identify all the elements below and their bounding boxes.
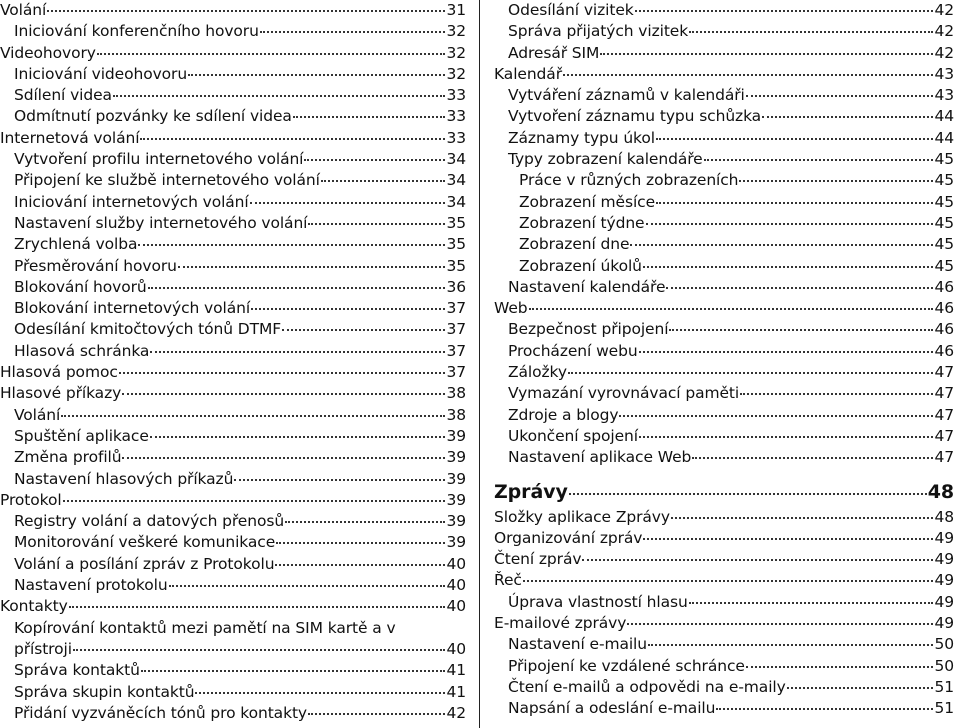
toc-page-number: 40 (446, 597, 466, 616)
toc-page-number: 48 (934, 507, 954, 526)
toc-page-number: 33 (446, 86, 466, 105)
toc-page-number: 47 (934, 405, 954, 424)
toc-page-number: 43 (934, 64, 954, 83)
toc-entry[interactable] (494, 128, 954, 149)
toc-entry-label: Zobrazení týdne (519, 213, 645, 232)
toc-entry[interactable] (494, 447, 954, 468)
toc-page-number: 32 (446, 43, 466, 62)
dot-leader (787, 687, 934, 689)
toc-entry[interactable] (0, 575, 466, 596)
toc-entry-label: Zprávy (494, 480, 568, 503)
toc-page-number: 45 (934, 256, 954, 275)
toc-entry[interactable] (0, 277, 466, 298)
toc-entry[interactable] (494, 592, 954, 613)
toc-entry-label: Blokování internetových volání (14, 299, 251, 318)
dot-leader (656, 202, 933, 204)
toc-entry-label: Správa kontaktů (14, 661, 140, 680)
dot-leader (692, 457, 933, 459)
toc-entry[interactable] (494, 85, 954, 106)
dot-leader (150, 436, 446, 438)
dot-leader (529, 308, 934, 310)
toc-entry[interactable] (494, 405, 954, 426)
toc-page-number: 43 (934, 86, 954, 105)
dot-leader (260, 31, 446, 33)
toc-entry[interactable] (0, 490, 466, 511)
dot-leader (148, 287, 446, 289)
toc-entry-label: E-mailové zprávy (494, 614, 627, 633)
toc-entry[interactable] (0, 256, 466, 277)
toc-entry-label: Vymazání vyrovnávací paměti (508, 384, 740, 403)
dot-leader (195, 692, 445, 694)
dot-leader (141, 670, 446, 672)
toc-entry[interactable] (0, 234, 466, 255)
toc-entry-label: Hlasová schránka (14, 341, 150, 360)
toc-entry[interactable] (0, 660, 466, 681)
toc-entry-label: Adresář SIM (508, 43, 600, 62)
dot-leader (639, 436, 934, 438)
toc-entry[interactable] (494, 43, 954, 64)
dot-leader (97, 53, 446, 55)
toc-page-number: 46 (934, 341, 954, 360)
toc-page-number: 49 (934, 571, 954, 590)
dot-leader (716, 708, 933, 710)
toc-entry-label: Odesílání vizitek (508, 1, 634, 19)
toc-entry-label: Práce v různých zobrazeních (519, 171, 739, 190)
toc-page-number: 39 (446, 448, 466, 467)
dot-leader (119, 372, 446, 374)
toc-entry[interactable] (0, 319, 466, 340)
dot-leader (122, 393, 445, 395)
toc-entry[interactable] (494, 170, 954, 191)
toc-entry-label: Složky aplikace Zprávy (494, 507, 670, 526)
dot-leader (188, 74, 445, 76)
toc-page-number: 44 (934, 128, 954, 147)
toc-chapter[interactable] (494, 477, 954, 507)
dot-leader (293, 116, 446, 118)
dot-leader (646, 223, 934, 225)
toc-entry-label: Záložky (508, 363, 567, 382)
toc-page-number: 40 (446, 639, 466, 658)
toc-entry-label: Web (494, 299, 528, 318)
toc-entry[interactable] (0, 596, 466, 617)
toc-page-number: 47 (934, 426, 954, 445)
toc-entry-label: Kalendář (494, 64, 562, 83)
toc-entry-label: Ukončení spojení (508, 426, 638, 445)
dot-leader (627, 623, 933, 625)
toc-entry[interactable] (494, 362, 954, 383)
dot-leader (276, 542, 445, 544)
dot-leader (169, 585, 446, 587)
toc-entry-label: Iniciování internetových volání (14, 192, 249, 211)
toc-page-number: 40 (446, 554, 466, 573)
toc-entry-label: Volání (0, 1, 47, 19)
toc-entry[interactable] (494, 677, 954, 698)
toc-entry[interactable] (494, 319, 954, 340)
toc-entry[interactable] (494, 298, 954, 319)
dot-leader (568, 372, 934, 374)
toc-entry-label: Čtení zpráv (494, 550, 582, 569)
toc-entry-label: Zobrazení úkolů (519, 256, 642, 275)
toc-page-number: 45 (934, 213, 954, 232)
toc-entry[interactable] (0, 554, 466, 575)
toc-entry-line (0, 618, 466, 639)
toc-page-number: 31 (446, 1, 466, 19)
toc-entry[interactable] (494, 149, 954, 170)
toc-entry-label: Přidání vyzváněcích tónů pro kontakty (14, 703, 308, 722)
toc-entry-label: Vytvoření profilu internetového volání (14, 150, 304, 169)
toc-entry[interactable] (0, 149, 466, 170)
toc-page-number: 34 (446, 192, 466, 211)
toc-entry-label: Internetová volání (0, 128, 140, 147)
toc-entry[interactable] (494, 528, 954, 549)
dot-leader (762, 116, 933, 118)
toc-entry[interactable] (494, 0, 954, 21)
toc-page-number: 38 (446, 384, 466, 403)
toc-page-number: 49 (934, 528, 954, 547)
toc-entry[interactable] (0, 341, 466, 362)
toc-page-number: 39 (446, 533, 466, 552)
toc-entry[interactable] (0, 426, 466, 447)
toc-page-number: 51 (934, 677, 954, 696)
dot-leader (582, 559, 933, 561)
dot-leader (600, 53, 933, 55)
dot-leader (282, 329, 445, 331)
toc-entry-label: Blokování hovorů (14, 277, 147, 296)
toc-entry[interactable] (494, 21, 954, 42)
toc-page-number: 47 (934, 448, 954, 467)
toc-entry[interactable] (0, 64, 466, 85)
toc-page-number: 39 (446, 490, 466, 509)
dot-leader (746, 95, 934, 97)
toc-entry[interactable] (494, 192, 954, 213)
dot-leader (569, 493, 927, 495)
toc-entry[interactable] (494, 383, 954, 404)
dot-leader (285, 521, 445, 523)
toc-page-number: 47 (934, 384, 954, 403)
toc-entry[interactable] (0, 511, 466, 532)
toc-entry[interactable] (0, 682, 466, 703)
toc-entry-label: Správa přijatých vizitek (508, 22, 689, 41)
toc-entry[interactable] (494, 213, 954, 234)
toc-page-number: 37 (446, 299, 466, 318)
toc-entry-label: Iniciování videohovoru (14, 64, 188, 83)
toc-entry-label: Procházení webu (508, 341, 638, 360)
toc-entry-label: Nastavení protokolu (14, 576, 168, 595)
dot-leader (178, 266, 446, 268)
toc-page-number: 33 (446, 128, 466, 147)
toc-entry-label: Napsání a odeslání e-mailu (508, 699, 716, 718)
toc-page-number: 37 (446, 363, 466, 382)
toc-page-number: 37 (446, 320, 466, 339)
toc-entry-label: Čtení e-mailů a odpovědi na e-maily (508, 677, 786, 696)
toc-entry-label: Nastavení hlasových příkazů (14, 469, 234, 488)
toc-entry[interactable] (0, 106, 466, 127)
toc-page-number: 32 (446, 22, 466, 41)
toc-entry[interactable] (0, 192, 466, 213)
toc-page-number: 45 (934, 192, 954, 211)
toc-page-number: 34 (446, 171, 466, 190)
dot-leader (630, 244, 933, 246)
toc-entry-label: Videohovory (0, 43, 96, 62)
toc-entry-label: Vytváření záznamů v kalendáři (508, 86, 745, 105)
toc-entry-label: Odesílání kmitočtových tónů DTMF (14, 320, 282, 339)
dot-leader (69, 606, 446, 608)
toc-entry[interactable] (494, 256, 954, 277)
toc-entry[interactable] (494, 234, 954, 255)
dot-leader (73, 649, 446, 651)
toc-page-number: 49 (934, 550, 954, 569)
toc-entry-label: Správa skupin kontaktů (14, 682, 195, 701)
toc-entry[interactable] (494, 570, 954, 591)
toc-entry-label: přístroji (14, 639, 72, 658)
toc-entry-label: Organizování zpráv (494, 528, 643, 547)
dot-leader (63, 500, 446, 502)
toc-page-number: 37 (446, 341, 466, 360)
toc-page-number: 46 (934, 320, 954, 339)
toc-entry-label: Protokol (0, 490, 62, 509)
toc-page-number: 36 (446, 277, 466, 296)
dot-leader (113, 95, 446, 97)
toc-entry[interactable] (0, 21, 466, 42)
toc-entry-label: Volání a posílání zpráv z Protokolu (14, 554, 275, 573)
toc-entry-label: Zdroje a blogy (508, 405, 619, 424)
toc-page-number: 39 (446, 469, 466, 488)
toc-entry-label: Bezpečnost připojení (508, 320, 669, 339)
toc-entry-label: Kopírování kontaktů mezi pamětí na SIM kartě a v (14, 618, 396, 637)
toc-entry[interactable] (494, 426, 954, 447)
toc-entry-label: Registry volání a datových přenosů (14, 512, 285, 531)
toc-entry[interactable] (0, 85, 466, 106)
toc-entry-label: Zrychlená volba (14, 235, 138, 254)
dot-leader (740, 393, 933, 395)
dot-leader (563, 74, 934, 76)
toc-entry-label: Volání (14, 405, 61, 424)
toc-page-number: 49 (934, 592, 954, 611)
toc-page-number: 42 (934, 22, 954, 41)
toc-page-number: 40 (446, 576, 466, 595)
dot-leader (669, 329, 933, 331)
toc-page-number: 50 (934, 635, 954, 654)
toc-entry-label: Zobrazení měsíce (519, 192, 656, 211)
column-divider (479, 0, 480, 728)
dot-leader (61, 415, 445, 417)
dot-leader (643, 266, 934, 268)
dot-leader (746, 666, 934, 668)
toc-entry[interactable] (0, 362, 466, 383)
toc-entry-label: Vytvoření záznamu typu schůzka (508, 107, 762, 126)
toc-entry-label: Řeč (494, 571, 522, 590)
toc-entry-label: Sdílení videa (14, 86, 112, 105)
toc-page-number: 41 (446, 682, 466, 701)
dot-leader (619, 415, 933, 417)
toc-entry-label: Hlasové příkazy (0, 384, 122, 403)
dot-leader (523, 580, 934, 582)
toc-entry[interactable] (494, 341, 954, 362)
dot-leader (666, 287, 933, 289)
toc-entry[interactable] (494, 656, 954, 677)
toc-entry-label: Přesměrování hovoru (14, 256, 177, 275)
dot-leader (671, 517, 934, 519)
toc-entry-label: Iniciování konferenčního hovoru (14, 22, 259, 41)
dot-leader (140, 138, 445, 140)
toc-entry-label: Zobrazení dne (519, 235, 630, 254)
toc-page-number: 46 (934, 299, 954, 318)
toc-page-number: 45 (934, 150, 954, 169)
toc-entry-label: Typy zobrazení kalendáře (508, 150, 703, 169)
dot-leader (47, 10, 445, 12)
toc-entry-label: Připojení ke službě internetového volání (14, 171, 320, 190)
toc-page-number: 33 (446, 107, 466, 126)
toc-page-number: 50 (934, 656, 954, 675)
toc-entry-label: Odmítnutí pozvánky ke sdílení videa (14, 107, 292, 126)
toc-entry[interactable] (494, 634, 954, 655)
toc-page-number: 45 (934, 235, 954, 254)
toc-entry-label: Hlasová pomoc (0, 363, 118, 382)
toc-entry[interactable] (494, 64, 954, 85)
toc-entry[interactable] (494, 507, 954, 528)
toc-page-number: 42 (446, 703, 466, 722)
toc-entry[interactable] (0, 43, 466, 64)
toc-entry-label: Nastavení kalendáře (508, 277, 666, 296)
toc-page-number: 35 (446, 235, 466, 254)
dot-leader (635, 10, 934, 12)
dot-leader (251, 308, 445, 310)
dot-leader (308, 713, 445, 715)
toc-entry-label: Připojení ke vzdálené schránce (508, 656, 745, 675)
toc-entry-label: Spuštění aplikace (14, 426, 149, 445)
toc-entry-label: Nastavení služby internetového volání (14, 213, 308, 232)
toc-page-number: 35 (446, 256, 466, 275)
toc-entry[interactable] (0, 469, 466, 490)
toc-entry-label: Změna profilů (14, 448, 122, 467)
toc-page-number: 35 (446, 213, 466, 232)
toc-page-number: 32 (446, 64, 466, 83)
toc-page-number: 39 (446, 426, 466, 445)
toc-entry[interactable] (494, 549, 954, 570)
toc-page-number: 51 (934, 699, 954, 718)
dot-leader (704, 159, 934, 161)
toc-page-number: 44 (934, 107, 954, 126)
toc-entry-label: Nastavení aplikace Web (508, 448, 692, 467)
dot-leader (648, 644, 933, 646)
dot-leader (250, 202, 446, 204)
toc-page-number: 41 (446, 661, 466, 680)
toc-entry[interactable] (0, 213, 466, 234)
toc-entry[interactable] (494, 106, 954, 127)
dot-leader (275, 564, 445, 566)
toc-entry[interactable] (0, 532, 466, 553)
toc-page-number: 46 (934, 277, 954, 296)
toc-entry-label: Záznamy typu úkol (508, 128, 655, 147)
toc-page-number: 39 (446, 512, 466, 531)
toc-page-number: 42 (934, 43, 954, 62)
toc-page-number: 42 (934, 1, 954, 19)
toc-entry[interactable] (0, 0, 466, 21)
toc-page-number: 49 (934, 614, 954, 633)
toc-entry[interactable] (494, 698, 954, 719)
toc-entry[interactable] (0, 703, 466, 724)
dot-leader (656, 138, 934, 140)
dot-leader (639, 351, 934, 353)
toc-entry[interactable] (0, 447, 466, 468)
dot-leader (689, 602, 934, 604)
toc-column-right (494, 0, 954, 720)
dot-leader (122, 457, 445, 459)
dot-leader (643, 538, 933, 540)
toc-entry-label: Kontakty (0, 597, 68, 616)
toc-page-number: 48 (927, 480, 954, 503)
toc-entry[interactable] (0, 298, 466, 319)
toc-entry[interactable] (0, 405, 466, 426)
toc-entry[interactable] (0, 128, 466, 149)
toc-page-number: 47 (934, 363, 954, 382)
toc-page-number: 34 (446, 150, 466, 169)
dot-leader (150, 351, 445, 353)
toc-entry[interactable] (494, 277, 954, 298)
toc-entry-label: Úprava vlastností hlasu (508, 592, 688, 611)
dot-leader (321, 180, 446, 182)
toc-entry[interactable] (0, 383, 466, 404)
toc-page-number: 38 (446, 405, 466, 424)
toc-entry[interactable] (494, 613, 954, 634)
dot-leader (689, 31, 933, 33)
toc-column-left (0, 0, 466, 724)
toc-entry[interactable] (0, 170, 466, 191)
dot-leader (234, 479, 445, 481)
dot-leader (304, 159, 445, 161)
dot-leader (308, 223, 445, 225)
dot-leader (739, 180, 933, 182)
toc-entry-label: Monitorování veškeré komunikace (14, 533, 276, 552)
toc-entry[interactable] (0, 639, 466, 660)
toc-page-number: 45 (934, 171, 954, 190)
dot-leader (138, 244, 445, 246)
toc-entry-label: Nastavení e-mailu (508, 635, 647, 654)
